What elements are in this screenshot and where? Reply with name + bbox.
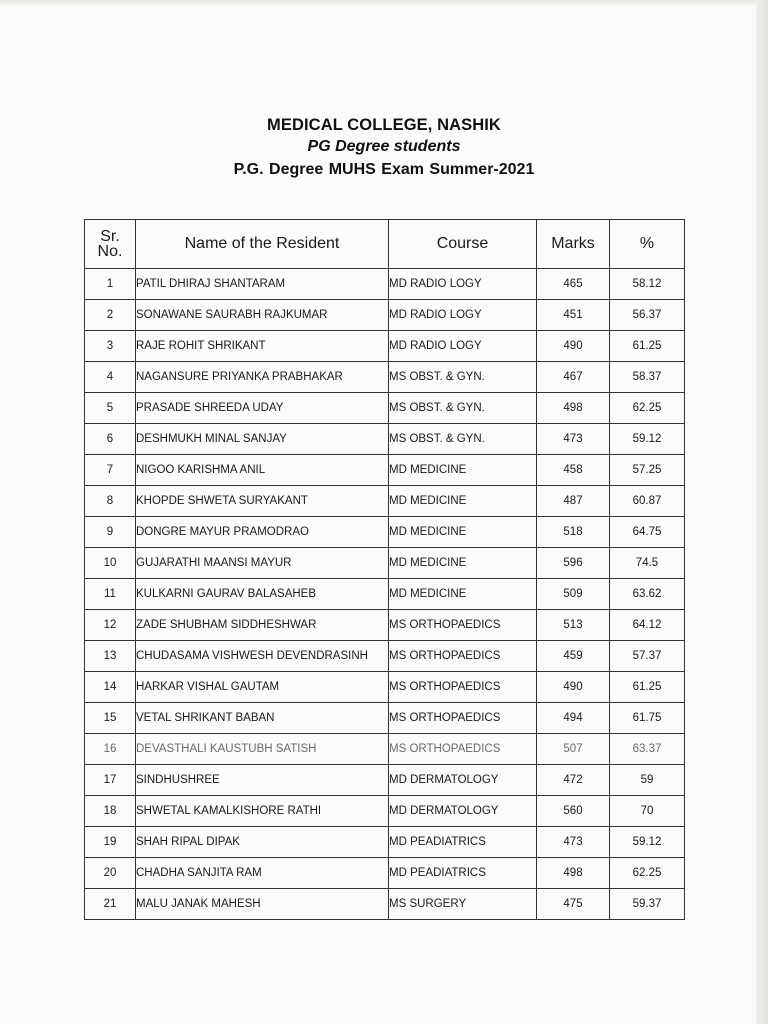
course-cell: MS ORTHOPAEDICS bbox=[389, 734, 537, 765]
sr-number-cell: 13 bbox=[85, 641, 136, 672]
sr-number-cell: 18 bbox=[85, 796, 136, 827]
table-row bbox=[85, 548, 685, 579]
student-category: PG Degree students bbox=[307, 138, 461, 155]
marks-cell: 507 bbox=[537, 734, 610, 765]
marks-cell: 498 bbox=[537, 858, 610, 889]
sr-label-line2: No. bbox=[97, 243, 123, 260]
course-cell: MS ORTHOPAEDICS bbox=[389, 672, 537, 703]
percent-cell: 62.25 bbox=[610, 393, 685, 424]
percent-cell: 59.12 bbox=[610, 424, 685, 455]
marks-cell: 465 bbox=[537, 269, 610, 300]
course-cell: MD RADIO LOGY bbox=[389, 269, 537, 300]
sr-number-cell: 1 bbox=[85, 269, 136, 300]
resident-name-cell: HARKAR VISHAL GAUTAM bbox=[136, 672, 389, 703]
resident-name-cell: PATIL DHIRAJ SHANTARAM bbox=[136, 269, 389, 300]
marks-cell: 596 bbox=[537, 548, 610, 579]
column-header-marks: Marks bbox=[537, 220, 610, 269]
marks-cell: 473 bbox=[537, 424, 610, 455]
exam-title: P.G. Degree MUHS Exam Summer-2021 bbox=[233, 161, 535, 178]
course-cell: MS ORTHOPAEDICS bbox=[389, 703, 537, 734]
column-header-percent: % bbox=[610, 220, 685, 269]
table-row bbox=[85, 424, 685, 455]
sr-label-line1: Sr. bbox=[100, 228, 120, 245]
percent-cell: 64.75 bbox=[610, 517, 685, 548]
table-row bbox=[85, 734, 685, 765]
table-row bbox=[85, 889, 685, 920]
table-row bbox=[85, 672, 685, 703]
table-row bbox=[85, 641, 685, 672]
course-cell: MD MEDICINE bbox=[389, 486, 537, 517]
percent-cell: 57.37 bbox=[610, 641, 685, 672]
marks-cell: 509 bbox=[537, 579, 610, 610]
course-cell: MD MEDICINE bbox=[389, 517, 537, 548]
percent-cell: 59.12 bbox=[610, 827, 685, 858]
sr-number-cell: 20 bbox=[85, 858, 136, 889]
course-cell: MS OBST. & GYN. bbox=[389, 362, 537, 393]
table-row bbox=[85, 486, 685, 517]
sr-number-cell: 4 bbox=[85, 362, 136, 393]
course-cell: MS ORTHOPAEDICS bbox=[389, 610, 537, 641]
table-row bbox=[85, 455, 685, 486]
sr-number-cell: 10 bbox=[85, 548, 136, 579]
course-cell: MS OBST. & GYN. bbox=[389, 424, 537, 455]
percent-cell: 63.37 bbox=[610, 734, 685, 765]
percent-cell: 59.37 bbox=[610, 889, 685, 920]
percent-cell: 63.62 bbox=[610, 579, 685, 610]
table-row bbox=[85, 269, 685, 300]
percent-cell: 60.87 bbox=[610, 486, 685, 517]
table-row bbox=[85, 362, 685, 393]
resident-name-cell: RAJE ROHIT SHRIKANT bbox=[136, 331, 389, 362]
marks-cell: 490 bbox=[537, 672, 610, 703]
marks-cell: 472 bbox=[537, 765, 610, 796]
sr-number-cell: 6 bbox=[85, 424, 136, 455]
course-cell: MS SURGERY bbox=[389, 889, 537, 920]
course-cell: MD RADIO LOGY bbox=[389, 331, 537, 362]
course-cell: MD RADIO LOGY bbox=[389, 300, 537, 331]
sr-number-cell: 17 bbox=[85, 765, 136, 796]
resident-name-cell: NAGANSURE PRIYANKA PRABHAKAR bbox=[136, 362, 389, 393]
sr-number-cell: 19 bbox=[85, 827, 136, 858]
course-cell: MD DERMATOLOGY bbox=[389, 765, 537, 796]
resident-name-cell: CHADHA SANJITA RAM bbox=[136, 858, 389, 889]
sr-number-cell: 11 bbox=[85, 579, 136, 610]
marks-cell: 518 bbox=[537, 517, 610, 548]
course-cell: MD MEDICINE bbox=[389, 455, 537, 486]
table-row bbox=[85, 331, 685, 362]
resident-name-cell: PRASADE SHREEDA UDAY bbox=[136, 393, 389, 424]
resident-name-cell: GUJARATHI MAANSI MAYUR bbox=[136, 548, 389, 579]
percent-cell: 64.12 bbox=[610, 610, 685, 641]
marks-cell: 475 bbox=[537, 889, 610, 920]
sr-number-cell: 2 bbox=[85, 300, 136, 331]
resident-name-cell: MALU JANAK MAHESH bbox=[136, 889, 389, 920]
percent-cell: 70 bbox=[610, 796, 685, 827]
sr-number-cell: 21 bbox=[85, 889, 136, 920]
resident-name-cell: NIGOO KARISHMA ANIL bbox=[136, 455, 389, 486]
course-cell: MS OBST. & GYN. bbox=[389, 393, 537, 424]
marks-cell: 487 bbox=[537, 486, 610, 517]
percent-cell: 62.25 bbox=[610, 858, 685, 889]
course-cell: MD DERMATOLOGY bbox=[389, 796, 537, 827]
percent-cell: 59 bbox=[610, 765, 685, 796]
course-cell: MD MEDICINE bbox=[389, 548, 537, 579]
resident-name-cell: SHWETAL KAMALKISHORE RATHI bbox=[136, 796, 389, 827]
marks-cell: 498 bbox=[537, 393, 610, 424]
table-body bbox=[85, 269, 685, 920]
marks-cell: 473 bbox=[537, 827, 610, 858]
sr-number-cell: 12 bbox=[85, 610, 136, 641]
document-header bbox=[0, 114, 768, 182]
table-row bbox=[85, 703, 685, 734]
course-cell: MD MEDICINE bbox=[389, 579, 537, 610]
resident-name-cell: SONAWANE SAURABH RAJKUMAR bbox=[136, 300, 389, 331]
sr-number-cell: 8 bbox=[85, 486, 136, 517]
percent-cell: 61.75 bbox=[610, 703, 685, 734]
percent-cell: 58.37 bbox=[610, 362, 685, 393]
sr-number-cell: 3 bbox=[85, 331, 136, 362]
college-title: MEDICAL COLLEGE, NASHIK bbox=[267, 116, 501, 134]
marks-cell: 459 bbox=[537, 641, 610, 672]
resident-name-cell: DEVASTHALI KAUSTUBH SATISH bbox=[136, 734, 389, 765]
resident-name-cell: SHAH RIPAL DIPAK bbox=[136, 827, 389, 858]
table-row bbox=[85, 610, 685, 641]
resident-name-cell: CHUDASAMA VISHWESH DEVENDRASINH bbox=[136, 641, 389, 672]
table-row bbox=[85, 765, 685, 796]
course-cell: MD PEADIATRICS bbox=[389, 827, 537, 858]
sr-number-cell: 7 bbox=[85, 455, 136, 486]
resident-name-cell: SINDHUSHREE bbox=[136, 765, 389, 796]
column-header-sr-no bbox=[85, 220, 136, 269]
table-header-row bbox=[85, 220, 685, 269]
marks-cell: 494 bbox=[537, 703, 610, 734]
percent-cell: 74.5 bbox=[610, 548, 685, 579]
column-header-course: Course bbox=[389, 220, 537, 269]
resident-name-cell: ZADE SHUBHAM SIDDHESHWAR bbox=[136, 610, 389, 641]
percent-cell: 57.25 bbox=[610, 455, 685, 486]
marks-cell: 451 bbox=[537, 300, 610, 331]
column-header-name: Name of the Resident bbox=[136, 220, 389, 269]
sr-number-cell: 9 bbox=[85, 517, 136, 548]
resident-name-cell: DESHMUKH MINAL SANJAY bbox=[136, 424, 389, 455]
percent-cell: 61.25 bbox=[610, 672, 685, 703]
course-cell: MD PEADIATRICS bbox=[389, 858, 537, 889]
table-row bbox=[85, 796, 685, 827]
sr-number-cell: 15 bbox=[85, 703, 136, 734]
sr-number-cell: 5 bbox=[85, 393, 136, 424]
percent-cell: 58.12 bbox=[610, 269, 685, 300]
resident-name-cell: DONGRE MAYUR PRAMODRAO bbox=[136, 517, 389, 548]
resident-name-cell: KULKARNI GAURAV BALASAHEB bbox=[136, 579, 389, 610]
resident-name-cell: VETAL SHRIKANT BABAN bbox=[136, 703, 389, 734]
table-row bbox=[85, 827, 685, 858]
sr-number-cell: 16 bbox=[85, 734, 136, 765]
table-row bbox=[85, 300, 685, 331]
marks-cell: 467 bbox=[537, 362, 610, 393]
table-row bbox=[85, 517, 685, 548]
marks-cell: 560 bbox=[537, 796, 610, 827]
table-row bbox=[85, 858, 685, 889]
table-row bbox=[85, 393, 685, 424]
sr-number-cell: 14 bbox=[85, 672, 136, 703]
resident-name-cell: KHOPDE SHWETA SURYAKANT bbox=[136, 486, 389, 517]
marks-cell: 513 bbox=[537, 610, 610, 641]
percent-cell: 56.37 bbox=[610, 300, 685, 331]
course-cell: MS ORTHOPAEDICS bbox=[389, 641, 537, 672]
percent-cell: 61.25 bbox=[610, 331, 685, 362]
scan-shadow-top bbox=[0, 0, 768, 6]
table-row bbox=[85, 579, 685, 610]
marks-cell: 490 bbox=[537, 331, 610, 362]
results-table bbox=[84, 219, 685, 920]
marks-cell: 458 bbox=[537, 455, 610, 486]
